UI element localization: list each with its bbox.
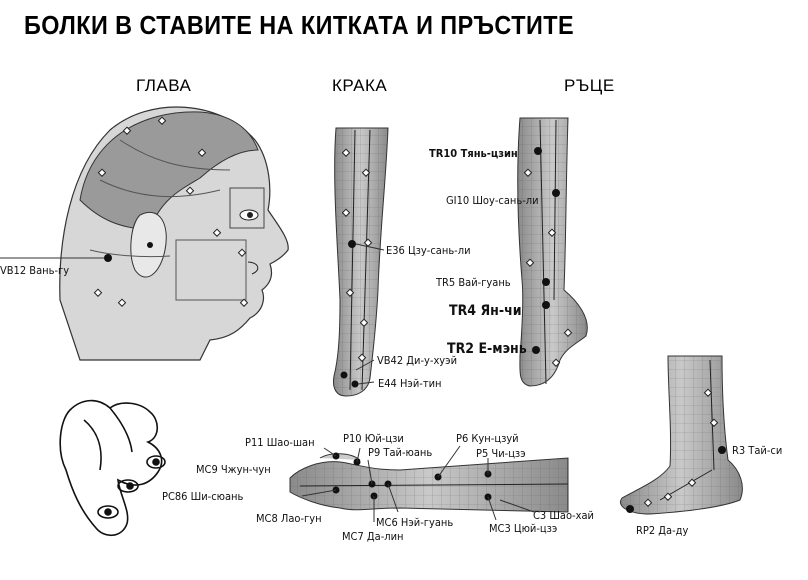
point-label-p6: P6 Кун-цзуй (456, 432, 519, 445)
point-label-vb42: VB42 Ди-у-хуэй (377, 354, 458, 367)
point-label-mc3: MC3 Цюй-цзэ (489, 522, 558, 535)
point-label-r3: R3 Тай-си (732, 444, 783, 457)
point-label-c3: C3 Шао-хай (533, 509, 594, 522)
point-label-e36: E36 Цзу-сань-ли (386, 244, 471, 257)
fingertips-sketch (60, 401, 165, 536)
head-illustration (0, 107, 288, 360)
point-label-p9: P9 Тай-юань (368, 446, 433, 459)
point-label-gi10: GI10 Шоу-сань-ли (446, 194, 539, 207)
point-label-mc6: MC6 Нэй-гуань (376, 516, 454, 529)
heading-legs: КРАКА (332, 76, 388, 95)
point-label-rp2: RP2 Да-ду (636, 524, 689, 537)
point-label-p11: P11 Шао-шан (245, 436, 315, 449)
point-label-vb12: VB12 Вань-гу (0, 264, 70, 277)
point-label-p5: P5 Чи-цзэ (476, 447, 526, 460)
heading-head: ГЛАВА (136, 76, 192, 95)
point-label-mc8: MC8 Лао-гун (256, 512, 322, 525)
foot-illustration (620, 356, 742, 514)
point-label-tr4: TR4 Ян-чи (449, 303, 522, 319)
point-label-pc86: PC86 Ши-сюань (162, 490, 244, 503)
point-label-p10: P10 Юй-цзи (343, 432, 404, 445)
point-label-tr2: TR2 Е-мэнь (447, 341, 527, 357)
point-label-tr10: TR10 Тянь-цзин (429, 147, 518, 160)
forearm-illustration (518, 118, 587, 386)
heading-arms: РЪЦЕ (564, 76, 615, 95)
point-label-mc7: MC7 Да-лин (342, 530, 404, 543)
page-title: БОЛКИ В СТАВИТЕ НА КИТКАТА И ПРЪСТИТЕ (24, 10, 575, 40)
point-label-tr5: TR5 Вай-гуань (436, 276, 511, 289)
point-label-e44: E44 Нэй-тин (378, 377, 442, 390)
point-label-mc9: MC9 Чжун-чун (196, 463, 271, 476)
